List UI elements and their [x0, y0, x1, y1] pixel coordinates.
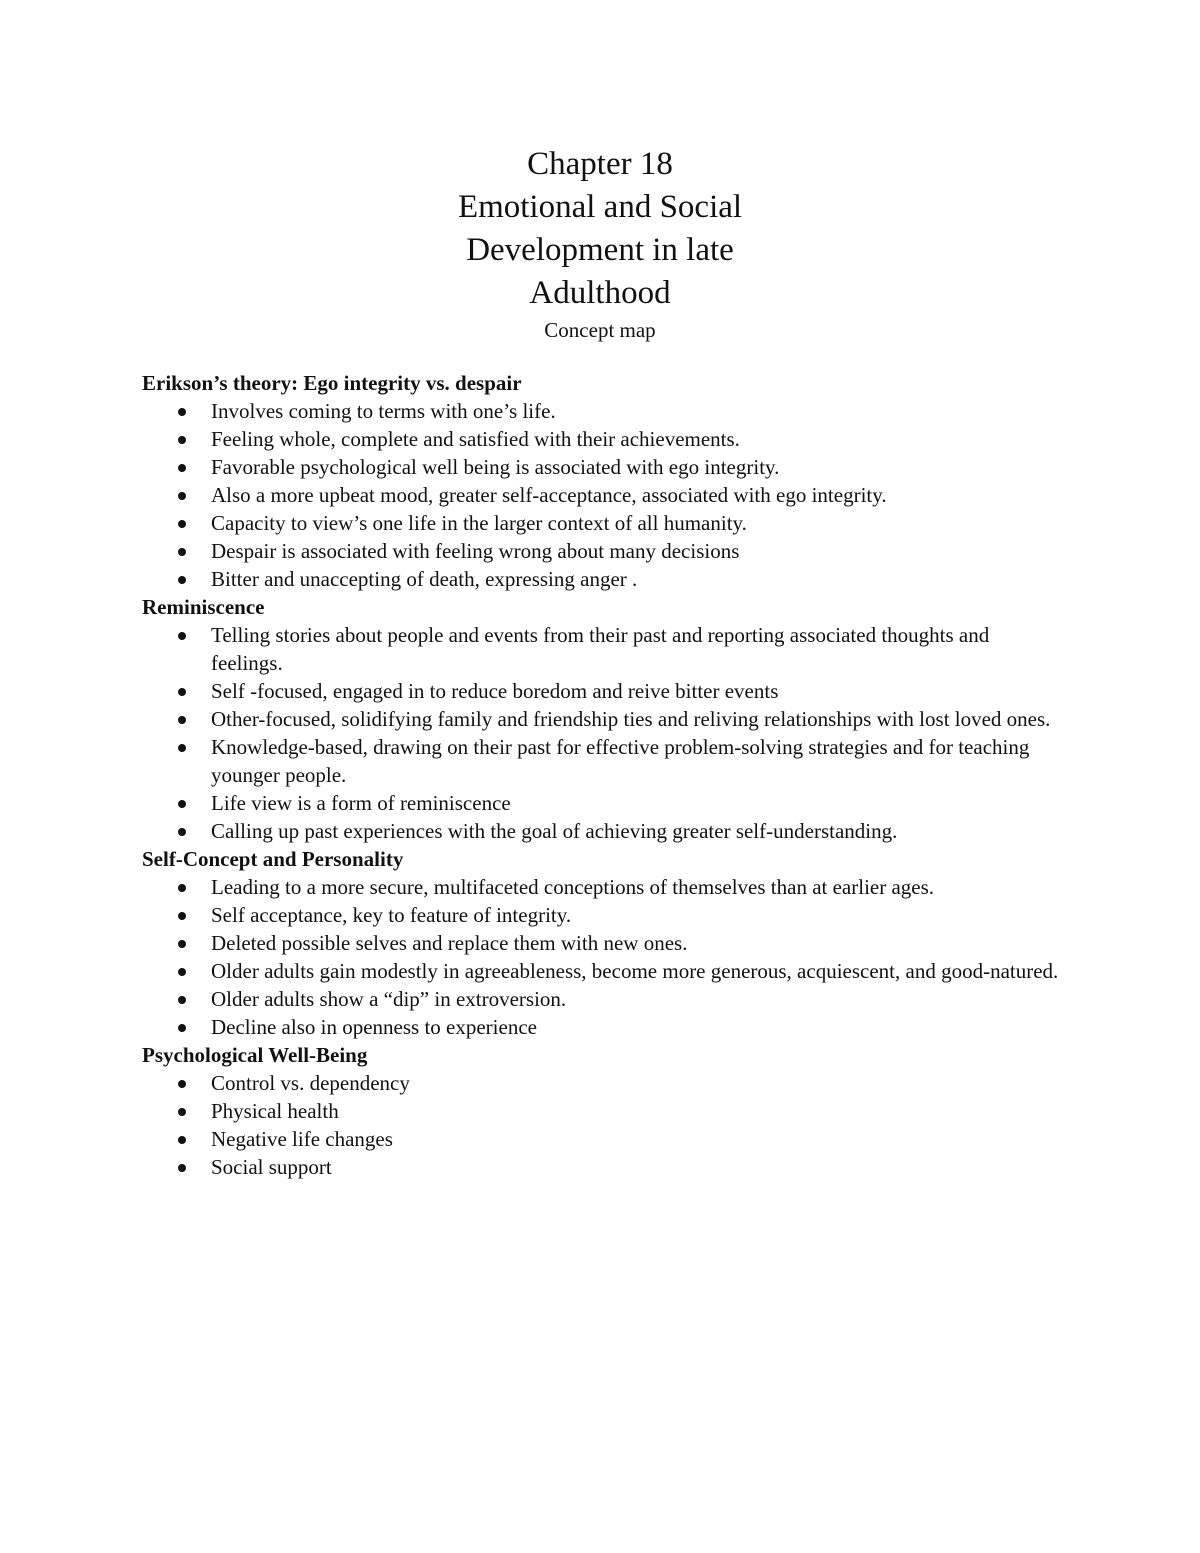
- list-item-text: Calling up past experiences with the goal of achieving greater self-understanding.: [211, 819, 898, 843]
- subtitle: Concept map: [544, 318, 656, 342]
- list-item-text: Favorable psychological well being is associated with ego integrity.: [211, 455, 780, 479]
- chapter-title: Chapter 18: [527, 146, 673, 182]
- list-item-text: Feeling whole, complete and satisfied with their achievements.: [211, 427, 740, 451]
- list-item: [142, 901, 1062, 929]
- list-item: [142, 1069, 1062, 1097]
- list-item: [142, 1097, 1062, 1125]
- bullet-icon: [178, 940, 186, 948]
- list-item-text: Social support: [211, 1155, 332, 1179]
- list-item: [142, 425, 1062, 453]
- list-item-text: Involves coming to terms with one’s life.: [211, 399, 556, 423]
- bullet-icon: [178, 464, 186, 472]
- content: [142, 369, 1062, 1181]
- list-item-text: Capacity to view’s one life in the larger context of all humanity.: [211, 511, 747, 535]
- section-well-being: [142, 1041, 1062, 1181]
- list-item: [142, 677, 1062, 705]
- bullet-list: [142, 873, 1062, 1041]
- section-heading: Reminiscence: [142, 595, 265, 619]
- bullet-icon: [178, 408, 186, 416]
- list-item: [142, 705, 1062, 733]
- bullet-icon: [178, 996, 186, 1004]
- section-reminiscence: [142, 593, 1062, 845]
- bullet-icon: [178, 548, 186, 556]
- title-line-4: Adulthood: [529, 275, 671, 311]
- section-self-concept: [142, 845, 1062, 1041]
- list-item: [142, 873, 1062, 901]
- title-line-3: Development in late: [466, 232, 734, 268]
- title-line-2: Emotional and Social: [457, 189, 743, 225]
- bullet-icon: [178, 1164, 186, 1172]
- list-item: [142, 621, 1062, 677]
- list-item-text: Life view is a form of reminiscence: [211, 791, 511, 815]
- list-item-text: Decline also in openness to experience: [211, 1015, 537, 1039]
- title-block: [0, 143, 1200, 345]
- list-item: [142, 509, 1062, 537]
- list-item-text: Telling stories about people and events from their past and reporting associated thoughts and feelings.: [211, 623, 990, 675]
- list-item-text: Control vs. dependency: [211, 1071, 410, 1095]
- list-item-text: Leading to a more secure, multifaceted conceptions of themselves than at earlier ages.: [211, 875, 935, 899]
- list-item-text: Despair is associated with feeling wrong about many decisions: [211, 539, 740, 563]
- list-item: [142, 1125, 1062, 1153]
- bullet-list: [142, 621, 1062, 845]
- bullet-icon: [178, 492, 186, 500]
- bullet-icon: [178, 716, 186, 724]
- bullet-icon: [178, 968, 186, 976]
- section-heading: Erikson’s theory: Ego integrity vs. despair: [142, 371, 522, 395]
- bullet-icon: [178, 884, 186, 892]
- list-item: [142, 1153, 1062, 1181]
- list-item-text: Also a more upbeat mood, greater self-acceptance, associated with ego integrity.: [211, 483, 887, 507]
- list-item-text: Self acceptance, key to feature of integrity.: [211, 903, 572, 927]
- list-item: [142, 537, 1062, 565]
- list-item-text: Physical health: [211, 1099, 339, 1123]
- bullet-icon: [178, 632, 186, 640]
- bullet-icon: [178, 800, 186, 808]
- bullet-icon: [178, 912, 186, 920]
- list-item: [142, 453, 1062, 481]
- section-erikson: [142, 369, 1062, 593]
- bullet-icon: [178, 744, 186, 752]
- list-item-text: Older adults show a “dip” in extroversion.: [211, 987, 567, 1011]
- list-item: [142, 817, 1062, 845]
- bullet-list: [142, 1069, 1062, 1181]
- list-item: [142, 1013, 1062, 1041]
- bullet-icon: [178, 1136, 186, 1144]
- bullet-icon: [178, 436, 186, 444]
- list-item: [142, 397, 1062, 425]
- list-item: [142, 789, 1062, 817]
- section-heading: Psychological Well-Being: [142, 1043, 368, 1067]
- list-item: [142, 733, 1062, 789]
- list-item: [142, 957, 1062, 985]
- bullet-list: [142, 397, 1062, 593]
- list-item: [142, 985, 1062, 1013]
- list-item: [142, 565, 1062, 593]
- list-item-text: Other-focused, solidifying family and friendship ties and reliving relationships with lost loved ones.: [211, 707, 1051, 731]
- bullet-icon: [178, 1024, 186, 1032]
- list-item-text: Bitter and unaccepting of death, expressing anger .: [211, 567, 638, 591]
- list-item-text: Negative life changes: [211, 1127, 393, 1151]
- list-item-text: Deleted possible selves and replace them with new ones.: [211, 931, 688, 955]
- bullet-icon: [178, 828, 186, 836]
- bullet-icon: [178, 520, 186, 528]
- list-item: [142, 929, 1062, 957]
- bullet-icon: [178, 688, 186, 696]
- bullet-icon: [178, 1080, 186, 1088]
- list-item-text: Older adults gain modestly in agreeableness, become more generous, acquiescent, and good-natured.: [211, 959, 1059, 983]
- list-item-text: Self -focused, engaged in to reduce boredom and reive bitter events: [211, 679, 779, 703]
- list-item-text: Knowledge-based, drawing on their past for effective problem-solving strategies and for teaching younger people.: [211, 735, 1030, 787]
- bullet-icon: [178, 576, 186, 584]
- section-heading: Self-Concept and Personality: [142, 847, 404, 871]
- bullet-icon: [178, 1108, 186, 1116]
- list-item: [142, 481, 1062, 509]
